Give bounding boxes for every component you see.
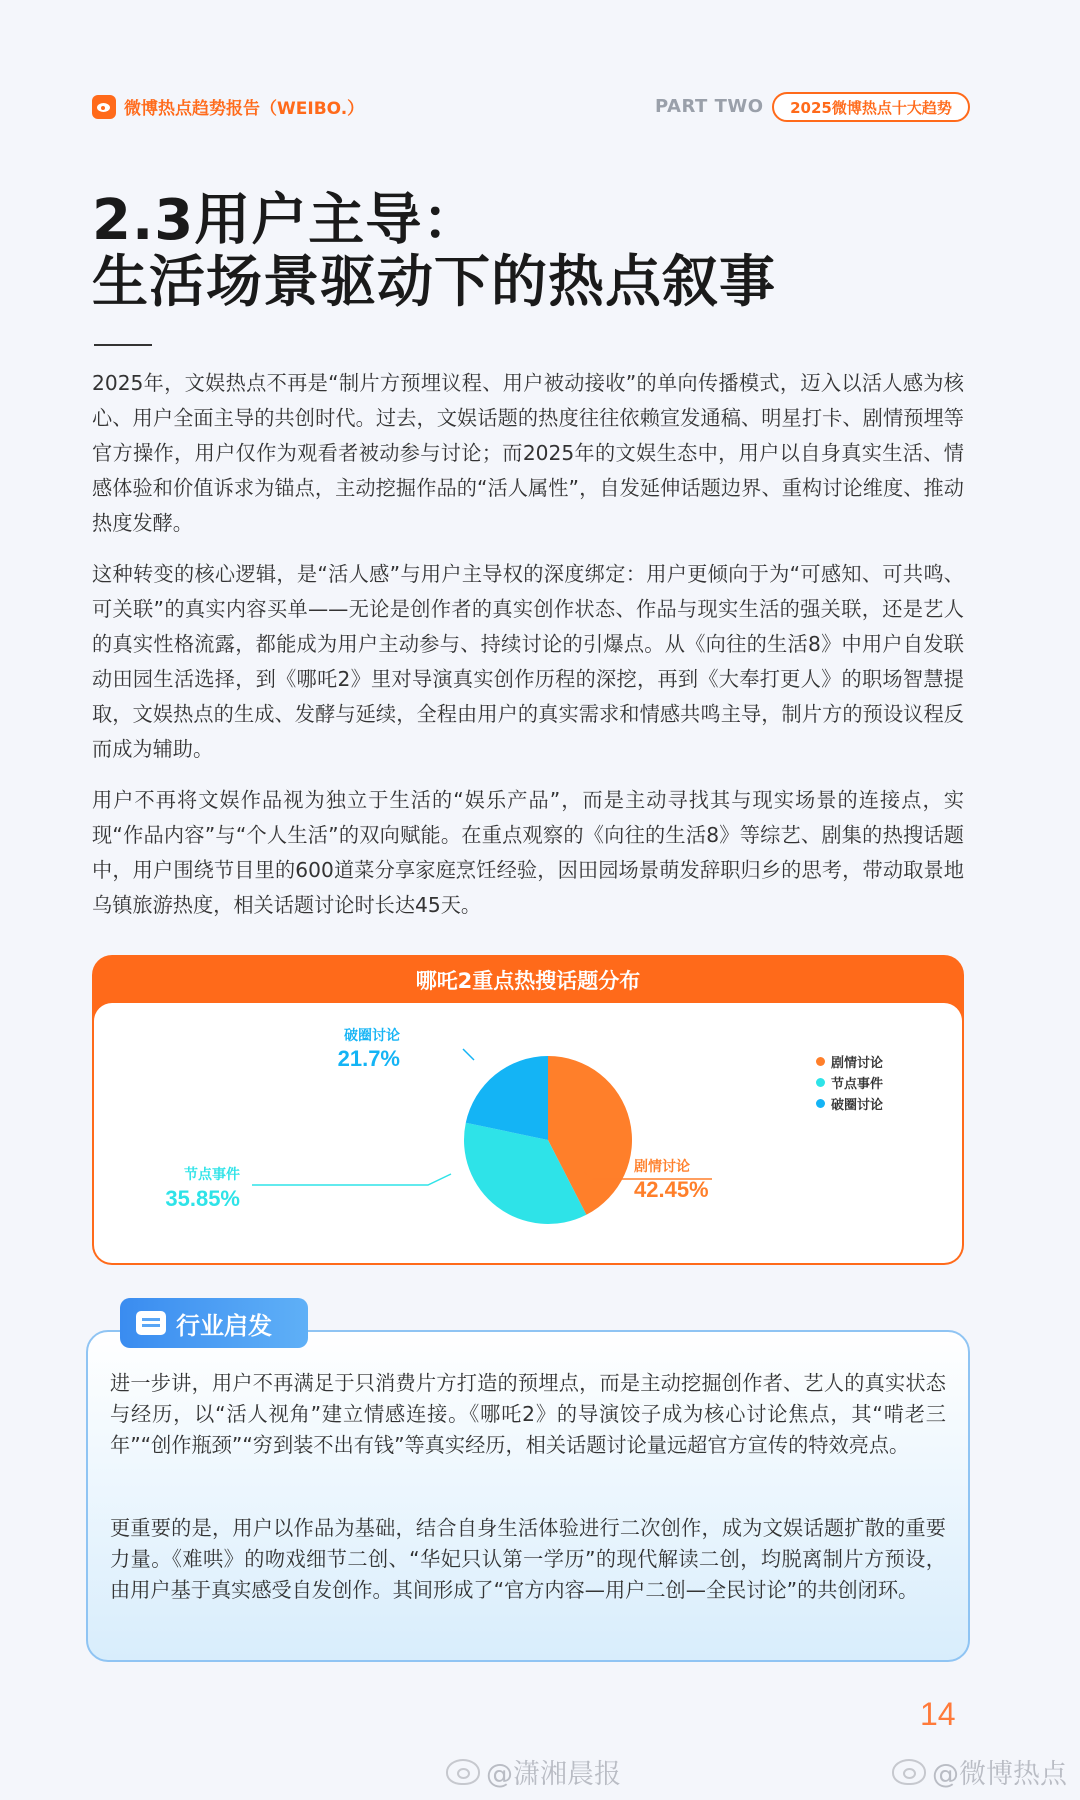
insight-paragraph-1: 进一步讲，用户不再满足于只消费片方打造的预埋点，而是主动挖掘创作者、艺人的真实状态与经历，以“活人视角”建立情感连接。《哪吒2》的导演饺子成为核心讨论焦点，其“啃老三年”“创作瓶颈”“穷到装不出有钱”等真实经历，相关话题讨论量远超官方宣传的特效亮点。 bbox=[110, 1371, 946, 1457]
title-line-1: 2.3用户主导： bbox=[92, 188, 480, 253]
legend-label: 节点事件 bbox=[831, 1077, 884, 1092]
report-header bbox=[92, 92, 972, 124]
legend-dot-icon bbox=[816, 1099, 825, 1108]
insight-tab-label: 行业启发 bbox=[176, 1311, 272, 1340]
insight-tab bbox=[120, 1298, 308, 1348]
insight-paragraph-2: 更重要的是，用户以作品为基础，结合自身生活体验进行二次创作，成为文娱话题扩散的重要力量。《难哄》的吻戏细节二创、“华妃只认第一学历”的现代解读二创，均脱离制片方预设，由用户基于真实感受自发创作。其间形成了“官方内容—用户二创—全民讨论”的共创闭环。 bbox=[110, 1516, 946, 1602]
legend-item-3 bbox=[816, 1093, 883, 1114]
pie-chart-card bbox=[92, 955, 964, 1265]
slice-label-1: 剧情讨论 bbox=[634, 1159, 690, 1175]
body-paragraph-3: 用户不再将文娱作品视为独立于生活的“娱乐产品”，而是主动寻找其与现实场景的连接点，实现“作品内容”与“个人生活”的双向赋能。在重点观察的《向往的生活8》等综艺、剧集的热搜话题中，用户围绕节目里的600道菜分享家庭烹饪经验，因田园场景萌发辞职归乡的思考，带动取景地乌镇旅游热度，相关话题讨论时长达45天。 bbox=[92, 788, 964, 917]
legend-item-1 bbox=[816, 1051, 883, 1072]
chart-title: 哪吒2重点热搜话题分布 bbox=[415, 969, 641, 993]
watermark-left-text: @潇湘晨报 bbox=[486, 1759, 621, 1790]
brand bbox=[92, 94, 364, 119]
part-label: PART TWO bbox=[655, 96, 764, 117]
weibo-logo-icon bbox=[92, 95, 116, 119]
page-number: 14 bbox=[920, 1696, 956, 1732]
legend-label: 剧情讨论 bbox=[831, 1056, 884, 1071]
legend-dot-icon bbox=[816, 1078, 825, 1087]
body-paragraph-2: 这种转变的核心逻辑，是“活人感”与用户主导权的深度绑定：用户更倾向于为“可感知、可共鸣、可关联”的真实内容买单——无论是创作者的真实创作状态、作品与现实生活的强关联，还是艺人的真实性格流露，都能成为用户主动参与、持续讨论的引爆点。从《向往的生活8》中用户自发联动田园生活选择，到《哪吒2》里对导演真实创作历程的深挖，再到《大奉打更人》的职场智慧提取，文娱热点的生成、发酵与延续，全程由用户的真实需求和情感共鸣主导，制片方的预设议程反而成为辅助。 bbox=[92, 562, 964, 761]
slice-value-3: 21.7% bbox=[337, 1046, 400, 1071]
legend-item-2 bbox=[816, 1072, 883, 1093]
slice-value-1: 42.45% bbox=[634, 1177, 709, 1202]
page-title bbox=[92, 190, 776, 314]
chat-bubble-icon bbox=[136, 1311, 166, 1335]
watermark-right-text: @微博热点 bbox=[932, 1759, 1067, 1790]
slice-value-2: 35.85% bbox=[165, 1186, 240, 1211]
weibo-watermark-icon bbox=[446, 1759, 480, 1785]
chart-body bbox=[94, 1003, 962, 1263]
weibo-watermark-icon bbox=[892, 1759, 926, 1785]
title-line-2: 生活场景驱动下的热点叙事 bbox=[92, 250, 776, 315]
slice-label-3: 破圈讨论 bbox=[344, 1028, 400, 1044]
brand-title: 微博热点趋势报告（WEIBO.） bbox=[124, 99, 365, 119]
title-divider bbox=[94, 344, 152, 346]
watermark-right bbox=[892, 1752, 1067, 1791]
chart-legend bbox=[816, 1051, 883, 1114]
body-paragraph-1: 2025年，文娱热点不再是“制片方预埋议程、用户被动接收”的单向传播模式，迈入以活人感为核心、用户全面主导的共创时代。过去，文娱话题的热度往往依赖宣发通稿、明星打卡、剧情预埋等官方操作，用户仅作为观看者被动参与讨论；而2025年的文娱生态中，用户以自身真实生活、情感体验和价值诉求为锚点，主动挖掘作品的“活人属性”，自发延伸话题边界、重构讨论维度、推动热度发酵。 bbox=[92, 371, 964, 535]
pie-chart bbox=[94, 1003, 962, 1263]
section-tag: 2025微博热点十大趋势 bbox=[772, 92, 970, 122]
watermark-left bbox=[446, 1752, 621, 1791]
legend-dot-icon bbox=[816, 1057, 825, 1066]
slice-label-2: 节点事件 bbox=[184, 1167, 240, 1183]
legend-label: 破圈讨论 bbox=[831, 1098, 884, 1113]
callout-line-3 bbox=[463, 1049, 474, 1060]
callout-line-2 bbox=[252, 1174, 451, 1185]
